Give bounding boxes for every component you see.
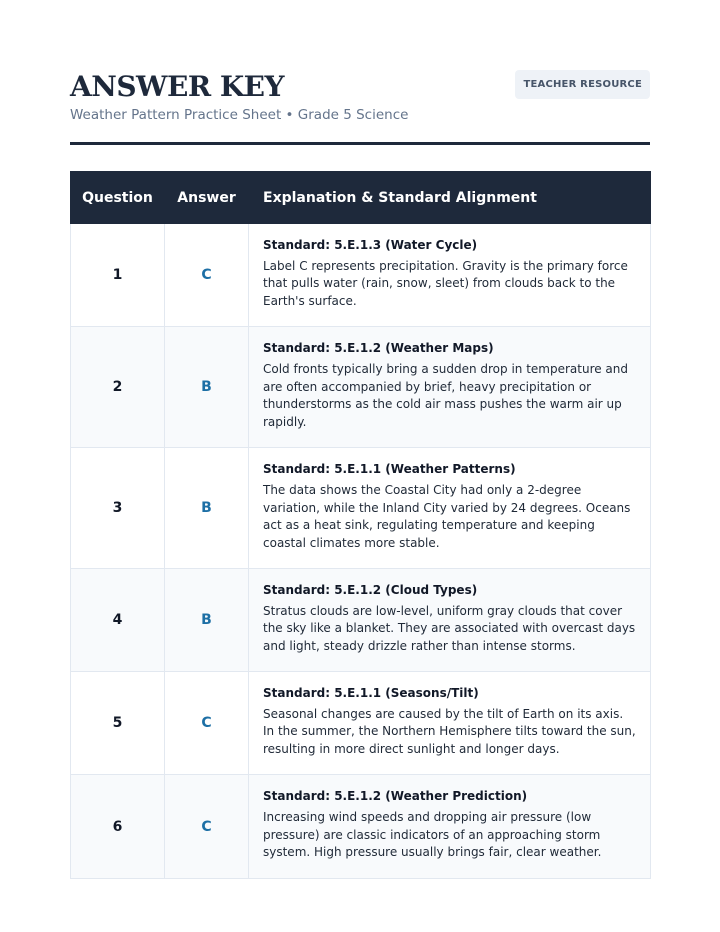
table-row bbox=[71, 672, 651, 775]
answer-letter: B bbox=[165, 569, 249, 672]
table-row bbox=[71, 448, 651, 569]
answer-letter: B bbox=[165, 327, 249, 448]
question-number: 6 bbox=[71, 775, 165, 879]
column-header-question: Question bbox=[71, 172, 165, 224]
explanation-cell bbox=[249, 224, 651, 327]
standard-label: Standard: 5.E.1.1 (Seasons/Tilt) bbox=[263, 685, 479, 700]
table-row bbox=[71, 224, 651, 327]
answer-letter: C bbox=[165, 224, 249, 327]
page-subtitle: Weather Pattern Practice Sheet • Grade 5 Science bbox=[70, 107, 409, 123]
question-number: 3 bbox=[71, 448, 165, 569]
question-number: 2 bbox=[71, 327, 165, 448]
standard-label: Standard: 5.E.1.3 (Water Cycle) bbox=[263, 237, 478, 252]
explanation-text: Cold fronts typically bring a sudden drop in temperature and are often accompanied by brief, heavy precipitation or thunderstorms as the cold air mass pushes the warm air up rapidly. bbox=[263, 362, 629, 429]
explanation-text: The data shows the Coastal City had only a 2-degree variation, while the Inland City varied by 24 degrees. Oceans act as a heat sink, regulating temperature and keeping coastal climates more stable. bbox=[263, 483, 631, 550]
explanation-cell bbox=[249, 569, 651, 672]
answer-key-table bbox=[70, 171, 651, 879]
standard-label: Standard: 5.E.1.2 (Weather Maps) bbox=[263, 341, 494, 355]
table-row bbox=[71, 775, 651, 879]
question-number: 4 bbox=[71, 569, 165, 672]
answer-letter: C bbox=[165, 775, 249, 879]
answer-letter: B bbox=[165, 448, 249, 569]
table-row bbox=[71, 327, 651, 448]
answer-letter: C bbox=[165, 672, 249, 775]
question-number: 5 bbox=[71, 672, 165, 775]
standard-label: Standard: 5.E.1.2 (Cloud Types) bbox=[263, 582, 478, 597]
page-title: ANSWER KEY bbox=[70, 70, 285, 103]
column-header-explanation: Explanation & Standard Alignment bbox=[249, 172, 651, 224]
table-header-row bbox=[71, 172, 651, 224]
explanation-text: Seasonal changes are caused by the tilt of Earth on its axis. In the summer, the Northern Hemisphere tilts toward the sun, resulting in more direct sunlight and longer days. bbox=[263, 706, 636, 756]
column-header-answer: Answer bbox=[165, 172, 249, 224]
resource-badge: TEACHER RESOURCE bbox=[515, 70, 650, 99]
explanation-cell bbox=[249, 672, 651, 775]
explanation-text: Label C represents precipitation. Gravity is the primary force that pulls water (rain, snow, sleet) from clouds back to the Earth's surface. bbox=[263, 258, 628, 308]
standard-label: Standard: 5.E.1.1 (Weather Patterns) bbox=[263, 462, 516, 476]
explanation-text: Increasing wind speeds and dropping air pressure (low pressure) are classic indicators of an approaching storm system. High pressure usually brings fair, clear weather. bbox=[263, 810, 602, 860]
explanation-cell bbox=[249, 327, 651, 448]
standard-label: Standard: 5.E.1.2 (Weather Prediction) bbox=[263, 789, 528, 804]
document-header bbox=[70, 70, 650, 145]
explanation-cell bbox=[249, 775, 651, 879]
table-row bbox=[71, 569, 651, 672]
explanation-text: Stratus clouds are low-level, uniform gray clouds that cover the sky like a blanket. They are associated with overcast days and light, steady drizzle rather than intense storms. bbox=[263, 603, 636, 653]
question-number: 1 bbox=[71, 224, 165, 327]
explanation-cell bbox=[249, 448, 651, 569]
